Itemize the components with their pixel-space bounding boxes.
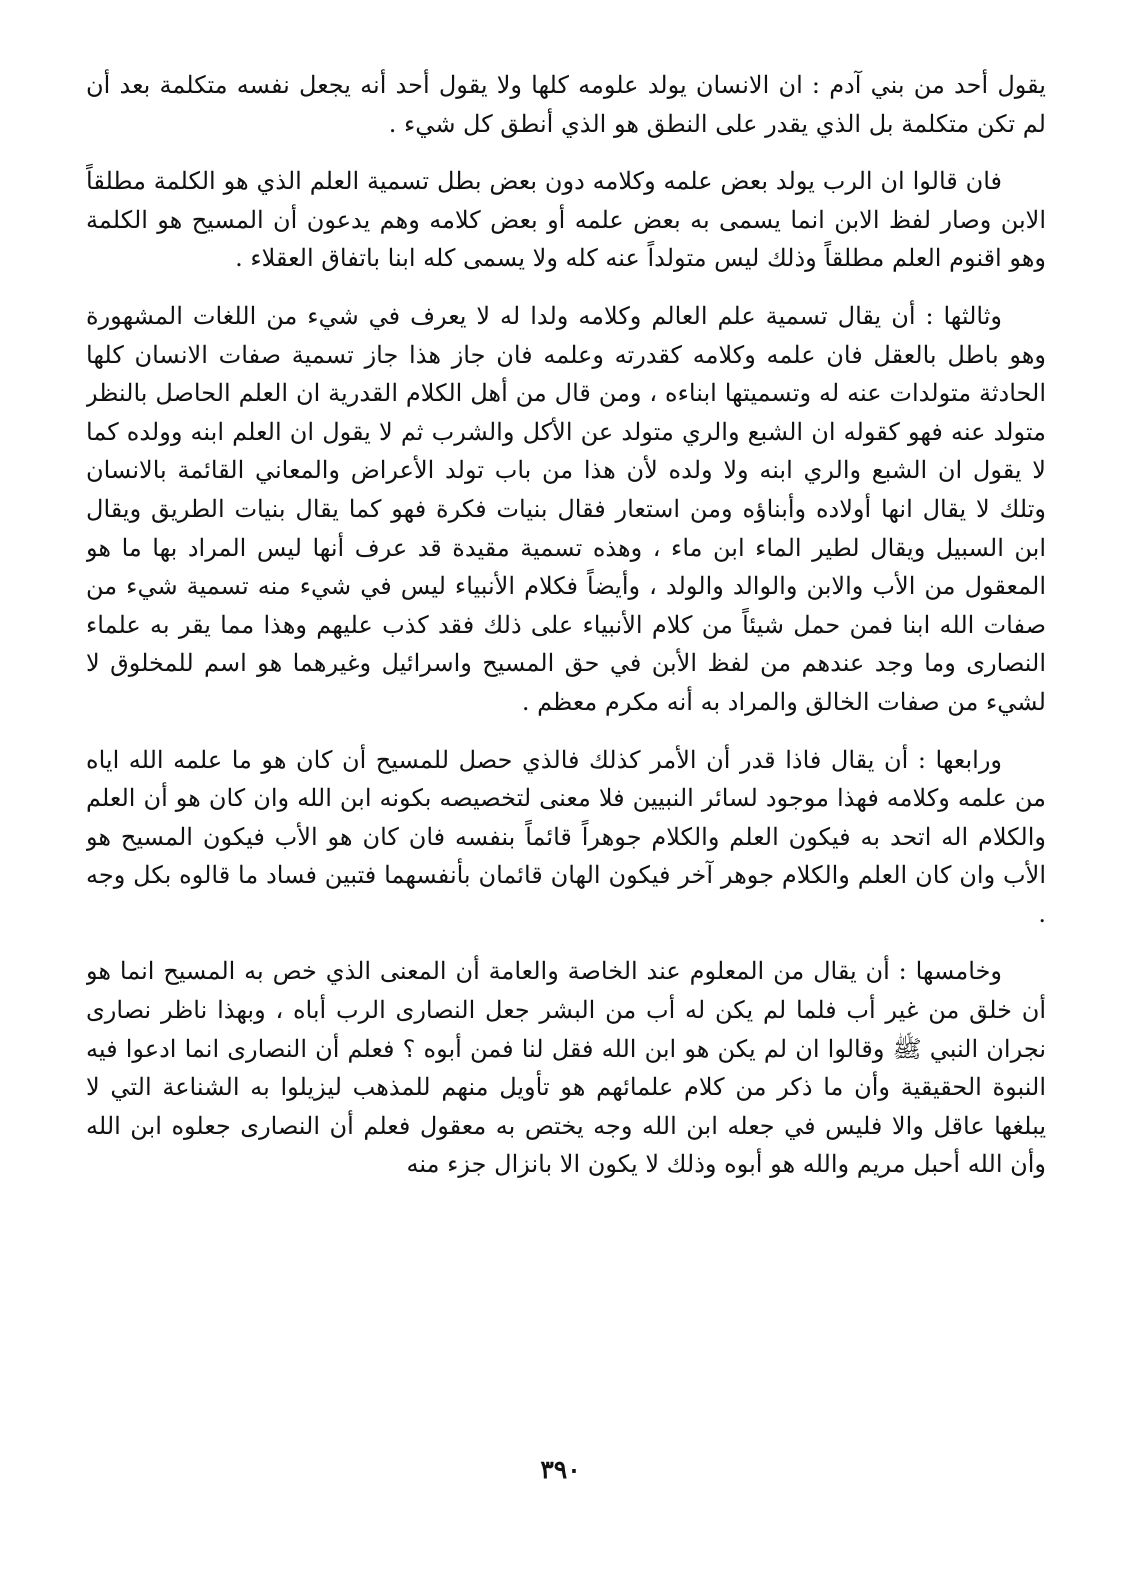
page-body bbox=[86, 66, 1046, 1486]
paragraph-5: وخامسها : أن يقال من المعلوم عند الخاصة والعامة أن المعنى الذي خص به المسيح انما هو أن خلق من غير أب فلما لم يكن له أب من البشر جعل النصارى الرب أباه ، وبهذا ناظر نصارى نجران النبي ﷺ وقالوا ان لم يكن هو ابن الله فقل لنا فمن أبوه ؟ فعلم أن النصارى انما ادعوا فيه النبوة الحقيقية وأن ما ذكر من كلام علمائهم هو تأويل منهم للمذهب ليزيلوا به الشناعة التي لا يبلغها عاقل والا فليس في جعله ابن الله وجه يختص به معقول فعلم أن النصارى جعلوه ابن الله وأن الله أحبل مريم والله هو أبوه وذلك لا يكون الا بانزال جزء منه bbox=[86, 957, 1046, 1179]
page-number: ٣٩٠ bbox=[540, 1455, 581, 1484]
paragraph-2: فان قالوا ان الرب يولد بعض علمه وكلامه دون بعض بطل تسمية العلم الذي هو الكلمة مطلقاً الابن وصار لفظ الابن انما يسمى به بعض علمه أو بعض كلامه وهم يدعون أن المسيح هو الكلمة وهو اقنوم العلم مطلقاً وذلك ليس متولداً عنه كله ولا يسمى كله ابنا باتفاق العقلاء . bbox=[86, 167, 1046, 273]
paragraph-1: يقول أحد من بني آدم : ان الانسان يولد علومه كلها ولا يقول أحد أنه يجعل نفسه متكلمة بعد أن لم تكن متكلمة بل الذي يقدر على النطق هو الذي أنطق كل شيء . bbox=[86, 71, 1046, 138]
paragraph-3: وثالثها : أن يقال تسمية علم العالم وكلامه ولدا له لا يعرف في شيء من اللغات المشهورة وهو باطل بالعقل فان علمه وكلامه كقدرته وعلمه فان جاز هذا جاز تسمية صفات الانسان كلها الحادثة متولدات عنه له وتسميتها ابناءه ، ومن قال من أهل الكلام القدرية ان العلم الحاصل بالنظر متولد عنه فهو كقوله ان الشبع والري متولد عن الأكل والشرب ثم لا يقول ان العلم ابنه وولده كما لا يقول ان الشبع والري ابنه ولا ولده لأن هذا من باب تولد الأعراض والمعاني القائمة بالانسان وتلك لا يقال انها أولاده وأبناؤه ومن استعار فقال بنيات فكرة فهو كما يقال بنيات الطريق ويقال ابن السبيل ويقال لطير الماء ابن ماء ، وهذه تسمية مقيدة قد عرف أنها ليس المراد بها ما هو المعقول من الأب والابن والوالد والولد ، وأيضاً فكلام الأنبياء ليس في شيء منه تسمية شيء من صفات الله ابنا فمن حمل شيئاً من كلام الأنبياء على ذلك فقد كذب عليهم وهذا مما يقر به علماء النصارى وما وجد عندهم من لفظ الأبن في حق المسيح واسرائيل وغيرهما هو اسم للمخلوق لا لشيء من صفات الخالق والمراد به أنه مكرم معظم . bbox=[86, 301, 1046, 716]
paragraph-4: ورابعها : أن يقال فاذا قدر أن الأمر كذلك فالذي حصل للمسيح أن كان هو ما علمه الله اياه من علمه وكلامه فهذا موجود لسائر النبيين فلا معنى لتخصيصه بكونه ابن الله وان كان هو أن العلم والكلام اله اتحد به فيكون العلم والكلام جوهراً قائماً بنفسه فان كان هو الأب فيكون المسيح هو الأب وان كان العلم والكلام جوهر آخر فيكون الهان قائمان بأنفسهما فتبين فساد ما قالوه بكل وجه . bbox=[86, 745, 1046, 928]
